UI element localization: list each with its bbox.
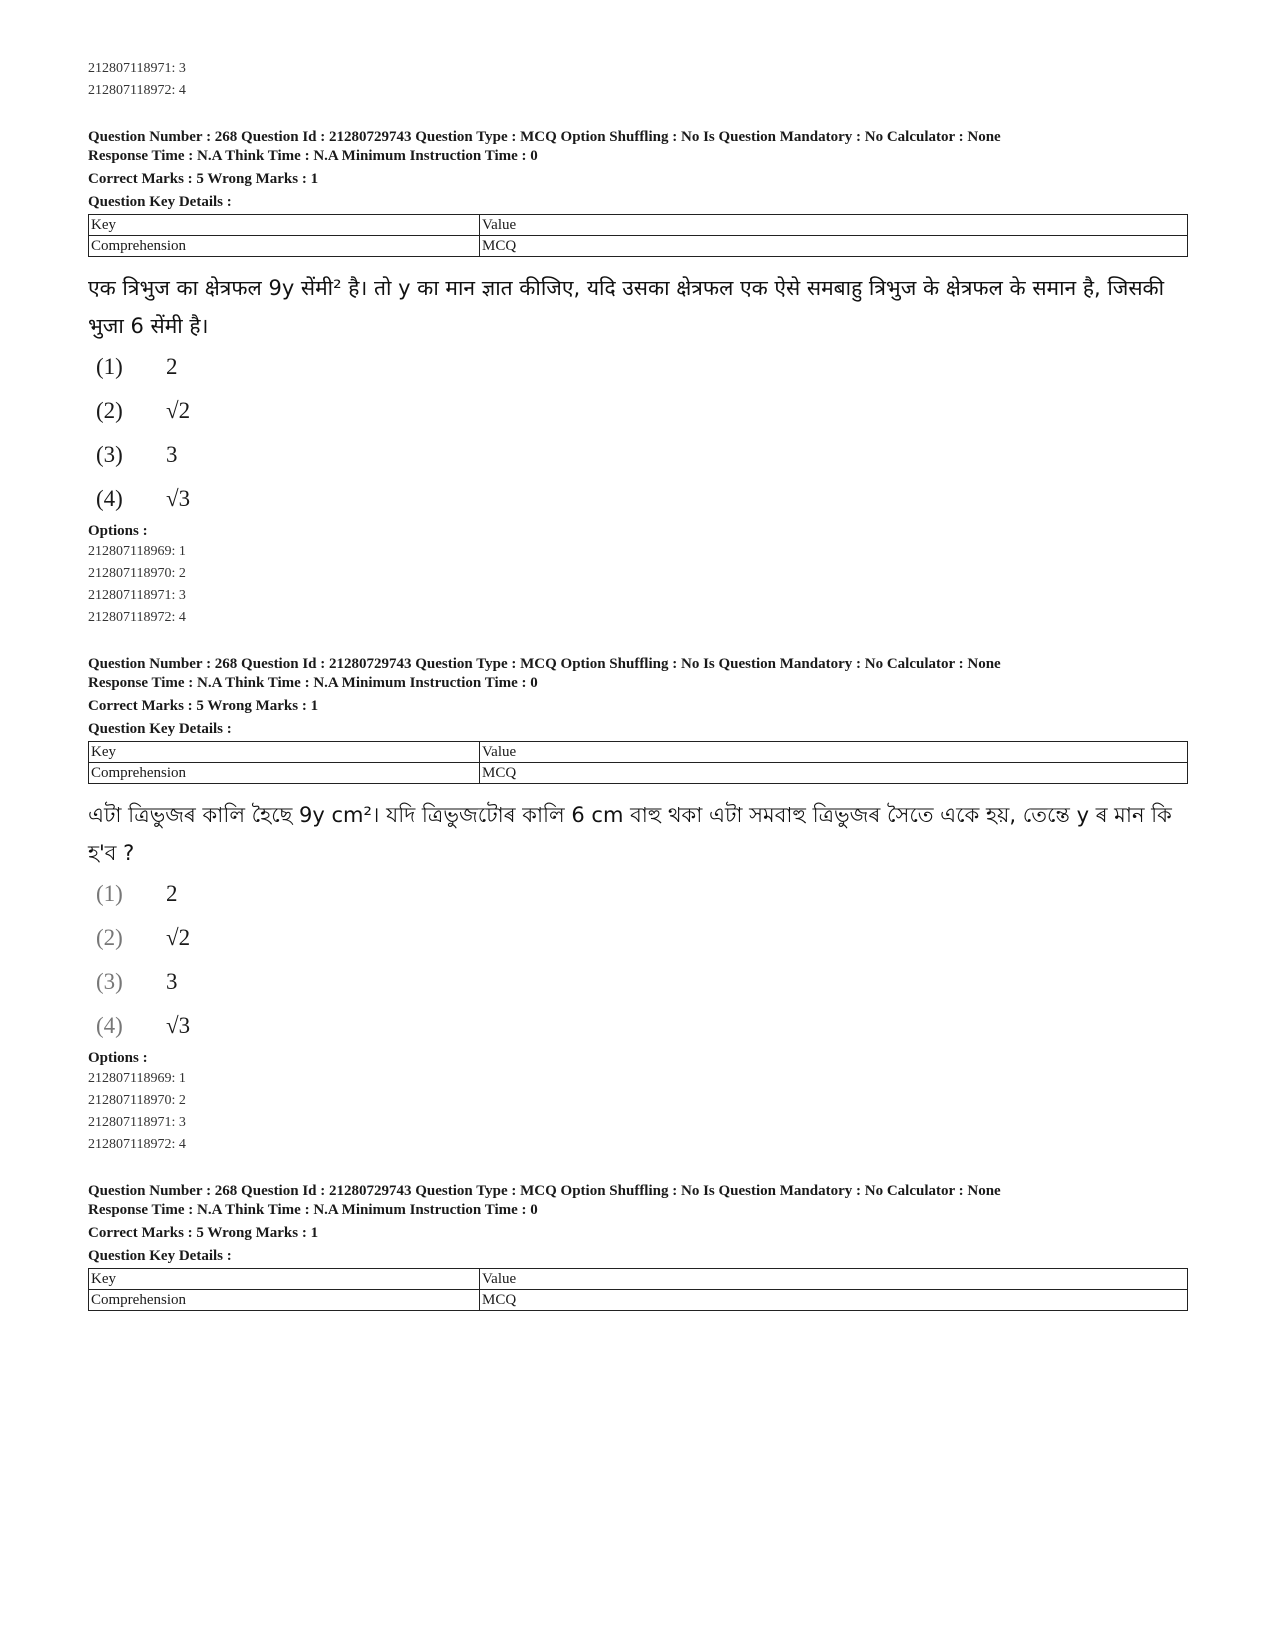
question-text: एक त्रिभुज का क्षेत्रफल 9y सेंमी² है। तो y का मान ज्ञात कीजिए, यदि उसका क्षेत्रफल एक ऐसे समबाहु त्रिभुज के क्षेत्रफल के समान है, जिसकी भुजा 6 सेंमी है। — [88, 276, 1165, 338]
question-meta: Question Number : 268 Question Id : 21280729743 Question Type : MCQ Option Shuffling : No Is Question Mandatory : No Calculator : None — [88, 1183, 1001, 1199]
option-number: (2) — [96, 925, 123, 950]
table-cell: Comprehension — [89, 1290, 480, 1311]
option-id-line: 212807118971: 3 — [88, 61, 186, 76]
option-row — [88, 433, 1188, 477]
table-cell: Value — [480, 742, 1188, 763]
table-cell: MCQ — [480, 1290, 1188, 1311]
key-details-table — [88, 214, 1188, 257]
option-value: √2 — [166, 398, 191, 423]
option-id-line: 212807118971: 3 — [88, 1115, 186, 1130]
question-block-1 — [88, 128, 1188, 629]
option-value: √3 — [166, 1013, 191, 1038]
document-page — [88, 58, 1188, 1327]
question-block-2 — [88, 655, 1188, 1156]
table-cell: Key — [89, 215, 480, 236]
option-number: (4) — [96, 1013, 123, 1038]
table-header-row — [89, 215, 1188, 236]
option-value: √2 — [166, 925, 191, 950]
option-row — [88, 389, 1188, 433]
option-id-line: 212807118972: 4 — [88, 610, 186, 625]
table-cell: MCQ — [480, 763, 1188, 784]
option-value: 3 — [166, 442, 178, 467]
option-row — [88, 960, 1188, 1004]
question-timing: Response Time : N.A Think Time : N.A Minimum Instruction Time : 0 — [88, 675, 538, 691]
question-text: এটা ত্ৰিভুজৰ কালি হৈছে 9y cm²। যদি ত্ৰিভুজটোৰ কালি 6 cm বাহু থকা এটা সমবাহু ত্ৰিভুজৰ সৈতে একে হয়, তেন্তে y ৰ মান কি হ'ব ? — [88, 803, 1172, 865]
question-marks: Correct Marks : 5 Wrong Marks : 1 — [88, 698, 319, 714]
option-value: √3 — [166, 486, 191, 511]
table-row — [89, 236, 1188, 257]
table-cell: Comprehension — [89, 763, 480, 784]
question-timing: Response Time : N.A Think Time : N.A Minimum Instruction Time : 0 — [88, 1202, 538, 1218]
option-value: 3 — [166, 969, 178, 994]
option-number: (2) — [96, 398, 123, 423]
options-label: Options : — [88, 523, 148, 539]
option-value: 2 — [166, 354, 178, 379]
question-marks: Correct Marks : 5 Wrong Marks : 1 — [88, 1225, 319, 1241]
option-id-line: 212807118969: 1 — [88, 1071, 186, 1086]
table-cell: Value — [480, 1269, 1188, 1290]
option-row — [88, 916, 1188, 960]
option-id-line: 212807118972: 4 — [88, 83, 186, 98]
key-details-label: Question Key Details : — [88, 721, 232, 737]
option-row — [88, 872, 1188, 916]
table-header-row — [89, 742, 1188, 763]
key-details-table — [88, 1268, 1188, 1311]
table-cell: Key — [89, 1269, 480, 1290]
option-number: (4) — [96, 486, 123, 511]
table-cell: Key — [89, 742, 480, 763]
question-meta: Question Number : 268 Question Id : 21280729743 Question Type : MCQ Option Shuffling : No Is Question Mandatory : No Calculator : None — [88, 129, 1001, 145]
option-id-line: 212807118970: 2 — [88, 1093, 186, 1108]
question-timing: Response Time : N.A Think Time : N.A Minimum Instruction Time : 0 — [88, 148, 538, 164]
table-row — [89, 763, 1188, 784]
question-marks: Correct Marks : 5 Wrong Marks : 1 — [88, 171, 319, 187]
option-number: (1) — [96, 881, 123, 906]
question-block-3 — [88, 1182, 1188, 1311]
option-id-line: 212807118969: 1 — [88, 544, 186, 559]
table-cell: Comprehension — [89, 236, 480, 257]
option-row — [88, 1004, 1188, 1048]
question-meta: Question Number : 268 Question Id : 21280729743 Question Type : MCQ Option Shuffling : No Is Question Mandatory : No Calculator : None — [88, 656, 1001, 672]
option-number: (3) — [96, 969, 123, 994]
table-row — [89, 1290, 1188, 1311]
options-list — [88, 872, 1188, 1048]
option-number: (3) — [96, 442, 123, 467]
table-cell: Value — [480, 215, 1188, 236]
key-details-label: Question Key Details : — [88, 1248, 232, 1264]
option-value: 2 — [166, 881, 178, 906]
top-option-ids — [88, 58, 1188, 102]
table-cell: MCQ — [480, 236, 1188, 257]
key-details-label: Question Key Details : — [88, 194, 232, 210]
options-label: Options : — [88, 1050, 148, 1066]
option-row — [88, 477, 1188, 521]
option-id-line: 212807118972: 4 — [88, 1137, 186, 1152]
option-number: (1) — [96, 354, 123, 379]
options-list — [88, 345, 1188, 521]
option-row — [88, 345, 1188, 389]
table-header-row — [89, 1269, 1188, 1290]
option-id-line: 212807118970: 2 — [88, 566, 186, 581]
key-details-table — [88, 741, 1188, 784]
option-id-line: 212807118971: 3 — [88, 588, 186, 603]
